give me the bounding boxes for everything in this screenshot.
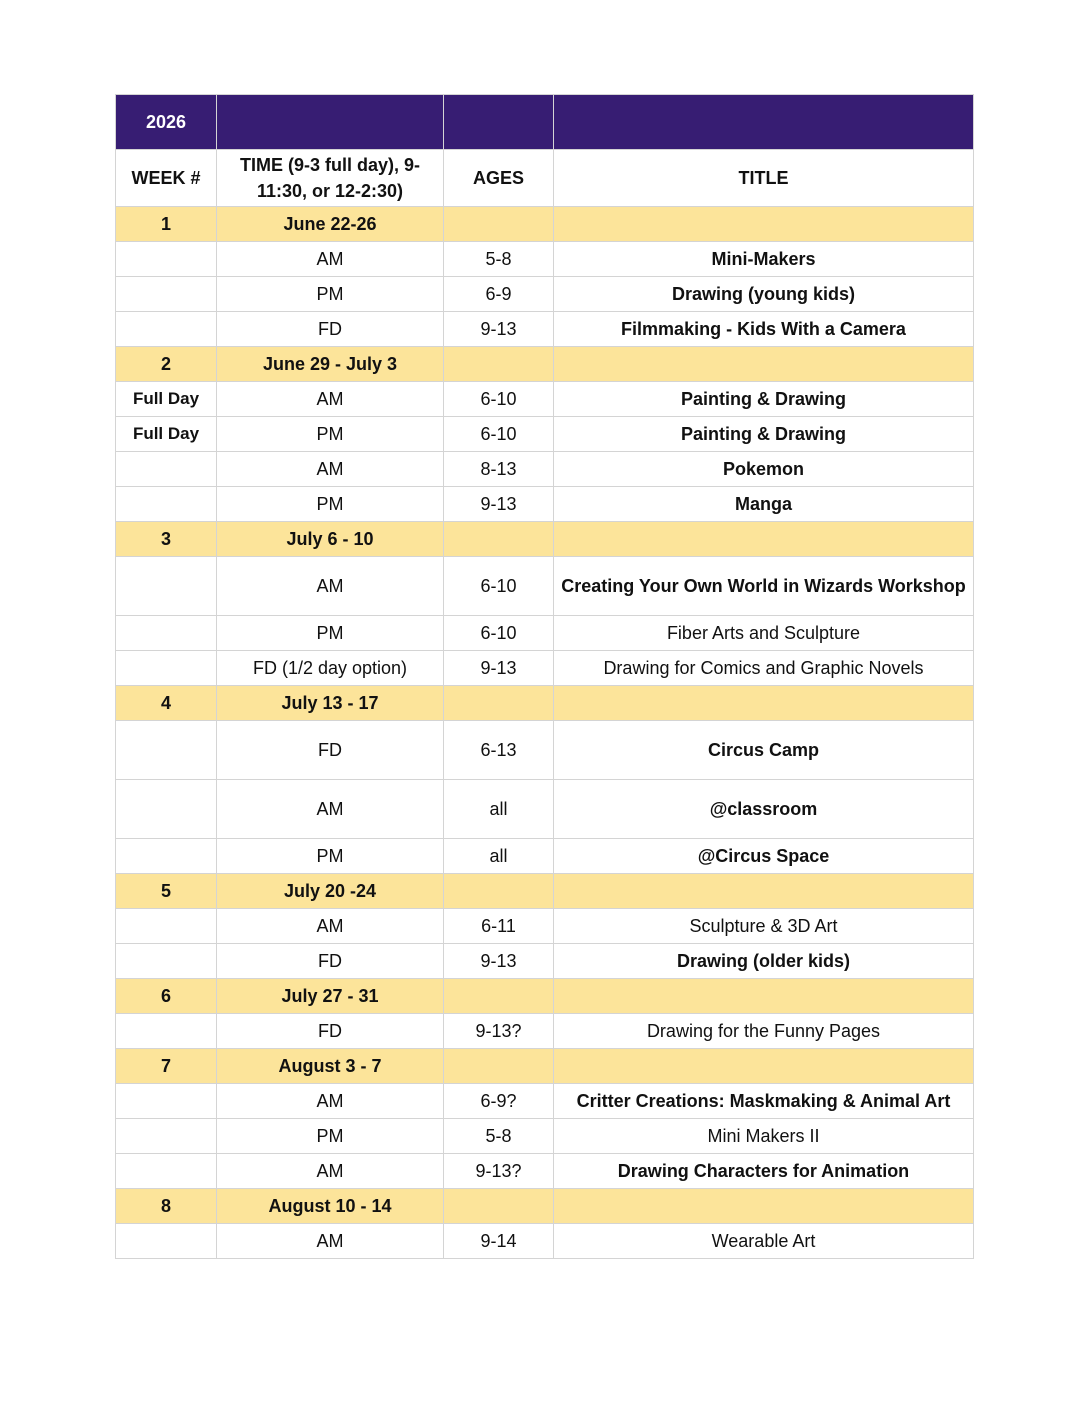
class-title: Painting & Drawing [554, 382, 974, 417]
week-row-blank [444, 874, 554, 909]
week-row-blank [554, 207, 974, 242]
class-row [116, 780, 974, 839]
class-ages: 6-10 [444, 417, 554, 452]
class-ages: 6-10 [444, 616, 554, 651]
class-row [116, 944, 974, 979]
class-week-label [116, 909, 217, 944]
header-week: WEEK # [116, 150, 217, 207]
class-ages: 6-13 [444, 721, 554, 780]
class-time: AM [217, 242, 444, 277]
class-title: @classroom [554, 780, 974, 839]
class-ages: 9-13 [444, 944, 554, 979]
class-week-label [116, 557, 217, 616]
week-header-row [116, 522, 974, 557]
class-title: @Circus Space [554, 839, 974, 874]
class-title: Pokemon [554, 452, 974, 487]
header-title: TITLE [554, 150, 974, 207]
class-ages: 5-8 [444, 242, 554, 277]
week-row-blank [554, 522, 974, 557]
class-title: Drawing for the Funny Pages [554, 1014, 974, 1049]
week-row-blank [444, 686, 554, 721]
class-row [116, 1014, 974, 1049]
year-row-blank [554, 95, 974, 150]
schedule-body [116, 95, 974, 1259]
class-week-label: Full Day [116, 382, 217, 417]
class-ages: 9-13 [444, 651, 554, 686]
week-row-blank [444, 347, 554, 382]
class-title: Drawing (young kids) [554, 277, 974, 312]
class-ages: 6-10 [444, 382, 554, 417]
week-number: 5 [116, 874, 217, 909]
week-dates: July 6 - 10 [217, 522, 444, 557]
week-dates: July 27 - 31 [217, 979, 444, 1014]
week-row-blank [554, 979, 974, 1014]
class-row [116, 312, 974, 347]
week-row-blank [444, 1049, 554, 1084]
class-week-label [116, 1119, 217, 1154]
class-title: Sculpture & 3D Art [554, 909, 974, 944]
class-week-label [116, 651, 217, 686]
week-header-row [116, 1189, 974, 1224]
class-week-label [116, 1014, 217, 1049]
year-row-blank [217, 95, 444, 150]
header-ages: AGES [444, 150, 554, 207]
class-ages: 6-11 [444, 909, 554, 944]
class-week-label [116, 839, 217, 874]
class-title: Circus Camp [554, 721, 974, 780]
class-ages: 6-10 [444, 557, 554, 616]
week-number: 2 [116, 347, 217, 382]
week-header-row [116, 979, 974, 1014]
class-ages: all [444, 780, 554, 839]
class-time: FD (1/2 day option) [217, 651, 444, 686]
class-time: PM [217, 277, 444, 312]
week-row-blank [554, 686, 974, 721]
schedule-table [115, 94, 974, 1259]
week-header-row [116, 207, 974, 242]
class-title: Mini-Makers [554, 242, 974, 277]
week-row-blank [554, 874, 974, 909]
class-row [116, 487, 974, 522]
class-time: AM [217, 1224, 444, 1259]
class-time: FD [217, 944, 444, 979]
class-week-label: Full Day [116, 417, 217, 452]
class-week-label [116, 944, 217, 979]
class-row [116, 839, 974, 874]
class-title: Critter Creations: Maskmaking & Animal Art [554, 1084, 974, 1119]
class-time: AM [217, 382, 444, 417]
class-title: Manga [554, 487, 974, 522]
class-ages: 9-13? [444, 1014, 554, 1049]
class-week-label [116, 277, 217, 312]
header-time: TIME (9-3 full day), 9-11:30, or 12-2:30) [217, 150, 444, 207]
class-week-label [116, 242, 217, 277]
class-row [116, 616, 974, 651]
week-dates: August 3 - 7 [217, 1049, 444, 1084]
year-row [116, 95, 974, 150]
week-row-blank [554, 347, 974, 382]
class-ages: all [444, 839, 554, 874]
week-number: 8 [116, 1189, 217, 1224]
class-time: PM [217, 839, 444, 874]
class-week-label [116, 487, 217, 522]
week-header-row [116, 347, 974, 382]
class-ages: 9-13 [444, 487, 554, 522]
class-row [116, 1224, 974, 1259]
week-dates: June 29 - July 3 [217, 347, 444, 382]
class-time: AM [217, 1154, 444, 1189]
class-row [116, 417, 974, 452]
week-row-blank [554, 1189, 974, 1224]
class-time: PM [217, 417, 444, 452]
class-week-label [116, 616, 217, 651]
class-row [116, 1084, 974, 1119]
class-week-label [116, 1224, 217, 1259]
week-number: 3 [116, 522, 217, 557]
class-week-label [116, 1154, 217, 1189]
class-week-label [116, 452, 217, 487]
class-row [116, 382, 974, 417]
class-time: PM [217, 487, 444, 522]
week-row-blank [444, 522, 554, 557]
class-row [116, 452, 974, 487]
class-time: FD [217, 312, 444, 347]
class-time: FD [217, 721, 444, 780]
class-time: AM [217, 1084, 444, 1119]
class-row [116, 909, 974, 944]
week-dates: June 22-26 [217, 207, 444, 242]
class-ages: 5-8 [444, 1119, 554, 1154]
week-dates: July 20 -24 [217, 874, 444, 909]
class-ages: 6-9 [444, 277, 554, 312]
week-header-row [116, 1049, 974, 1084]
class-time: PM [217, 1119, 444, 1154]
week-dates: July 13 - 17 [217, 686, 444, 721]
class-week-label [116, 780, 217, 839]
class-ages: 9-14 [444, 1224, 554, 1259]
class-row [116, 1154, 974, 1189]
week-header-row [116, 874, 974, 909]
class-row [116, 277, 974, 312]
class-row [116, 651, 974, 686]
class-time: PM [217, 616, 444, 651]
class-title: Fiber Arts and Sculpture [554, 616, 974, 651]
class-week-label [116, 312, 217, 347]
class-time: AM [217, 909, 444, 944]
class-week-label [116, 1084, 217, 1119]
class-title: Drawing (older kids) [554, 944, 974, 979]
week-number: 7 [116, 1049, 217, 1084]
class-ages: 9-13 [444, 312, 554, 347]
class-row [116, 557, 974, 616]
class-title: Drawing Characters for Animation [554, 1154, 974, 1189]
column-header-row [116, 150, 974, 207]
class-week-label [116, 721, 217, 780]
week-dates: August 10 - 14 [217, 1189, 444, 1224]
class-title: Mini Makers II [554, 1119, 974, 1154]
class-ages: 6-9? [444, 1084, 554, 1119]
week-number: 1 [116, 207, 217, 242]
week-row-blank [444, 1189, 554, 1224]
class-title: Filmmaking - Kids With a Camera [554, 312, 974, 347]
class-ages: 8-13 [444, 452, 554, 487]
class-time: AM [217, 780, 444, 839]
week-header-row [116, 686, 974, 721]
class-title: Painting & Drawing [554, 417, 974, 452]
class-title: Drawing for Comics and Graphic Novels [554, 651, 974, 686]
class-ages: 9-13? [444, 1154, 554, 1189]
class-title: Creating Your Own World in Wizards Workshop [554, 557, 974, 616]
week-row-blank [444, 979, 554, 1014]
week-number: 4 [116, 686, 217, 721]
class-row [116, 242, 974, 277]
week-row-blank [554, 1049, 974, 1084]
week-row-blank [444, 207, 554, 242]
class-row [116, 1119, 974, 1154]
class-row [116, 721, 974, 780]
class-title: Wearable Art [554, 1224, 974, 1259]
class-time: FD [217, 1014, 444, 1049]
year-title: 2026 [116, 95, 217, 150]
year-row-blank [444, 95, 554, 150]
class-time: AM [217, 557, 444, 616]
week-number: 6 [116, 979, 217, 1014]
class-time: AM [217, 452, 444, 487]
